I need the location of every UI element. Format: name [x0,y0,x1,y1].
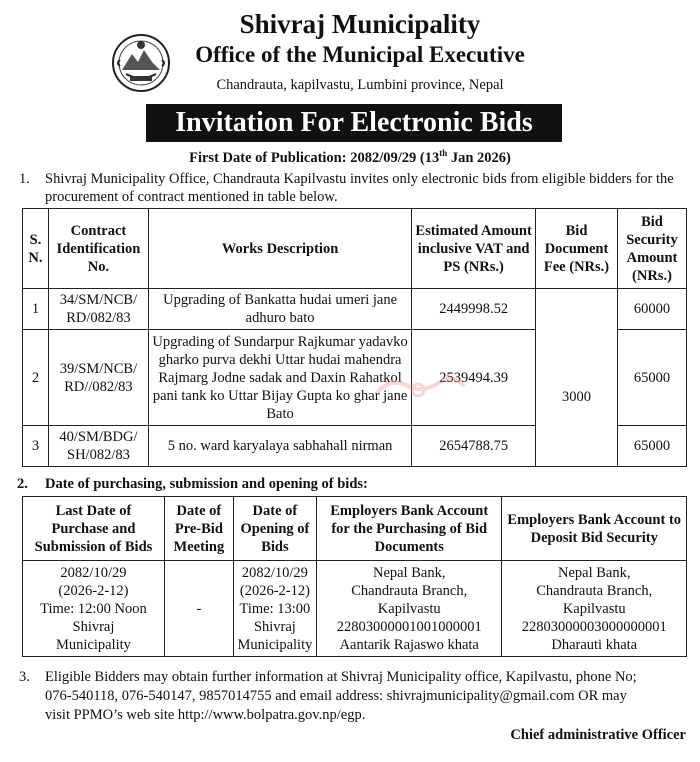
schedule-table-header-row [23,497,687,561]
office-name: Office of the Municipal Executive [195,42,525,67]
cell-purchase-account [316,561,502,657]
publication-date [0,148,700,167]
deposit-account-line: Kapilvastu [562,600,626,617]
bid-document-fee-common: 3000 [536,289,618,467]
paragraph-1-line-2: procurement of contract mentioned in table below. [45,189,338,205]
header-contract-id: Contract Identification No. [48,209,148,289]
opening-date-line: (2026-2-12) [239,582,310,599]
office-address: Chandrauta, kapilvastu, Lumbini province, Nepal [216,77,504,93]
notice-title-banner: Invitation For Electronic Bids [146,104,562,142]
purchase-account-line: Nepal Bank, [372,564,446,581]
cell-deposit-account [502,561,687,657]
header-estimated-amount: Estimated Amount inclusive VAT and PS (NRs.) [412,209,536,289]
row-works-description: 5 no. ward karyalaya sabhahall nirman [148,426,411,467]
row-sn: 3 [23,426,49,467]
deposit-account-line: Dharauti khata [551,636,638,653]
opening-date-line: Time: 13:00 [239,600,311,617]
publication-date-prefix: First Date of Publication: 2082/09/29 (13 [189,149,440,166]
purchase-account-line: Aantarik Rajaswo khata [339,636,479,653]
paragraph-3 [19,668,689,724]
header-bid-document-fee: Bid Document Fee (NRs.) [536,209,618,289]
nepal-government-emblem-icon [110,32,172,94]
publication-date-suffix: Jan 2026) [447,149,511,166]
opening-date-line: Shivraj [253,618,296,635]
row-contract-id: 34/SM/NCB/ RD/082/83 [48,289,148,330]
signatory-title: Chief administrative Officer [510,727,686,743]
row-bid-security: 65000 [617,426,686,467]
row-contract-id: 39/SM/NCB/ RD//082/83 [48,330,148,426]
deposit-account-line: Nepal Bank, [557,564,631,581]
row-contract-id: 40/SM/BDG/ SH/082/83 [48,426,148,467]
header-purchase-account: Employers Bank Account for the Purchasing of Bid Documents [316,497,502,561]
section-2-title: Date of purchasing, submission and opening of bids: [45,476,368,492]
header-last-date: Last Date of Purchase and Submission of Bids [23,497,165,561]
municipality-name: Shivraj Municipality [239,9,481,39]
header-works-description: Works Description [148,209,411,289]
opening-date-line: Municipality [237,636,313,653]
paragraph-3-line-2: 076-540118, 076-540147, 9857014755 and email address: shivrajmunicipality@gmail.com OR may [45,688,627,704]
deposit-account-line: Chandrauta Branch, [536,582,653,599]
publication-date-sup: th [439,148,448,158]
row-estimated-amount: 2449998.52 [412,289,536,330]
paragraph-1-number: 1. [19,171,30,187]
row-bid-security: 65000 [617,330,686,426]
paragraph-3-line-1: Eligible Bidders may obtain further information at Shivraj Municipality office, Kapilvastu, phone No; [45,669,637,685]
table-row [23,289,687,330]
cell-last-date [23,561,165,657]
newspaper-watermark-logo [370,372,470,404]
deposit-account-line: 22803000003000000001 [521,618,667,635]
header-deposit-account: Employers Bank Account to Deposit Bid Security [502,497,687,561]
header-opening-date: Date of Opening of Bids [233,497,316,561]
cell-prebid-meeting: - [164,561,233,657]
header-bid-security-amount: Bid Security Amount (NRs.) [617,209,686,289]
row-estimated-amount: 2654788.75 [412,426,536,467]
purchase-account-line: 22803000001001000001 [336,618,482,635]
cell-opening-date [233,561,316,657]
schedule-table [22,496,687,657]
row-bid-security: 60000 [617,289,686,330]
paragraph-1 [19,170,689,206]
header-sn: S. N. [23,209,49,289]
letterhead [0,0,700,108]
last-date-line: Shivraj [72,618,115,635]
paragraph-3-line-3: visit PPMO’s web site http://www.bolpatra.gov.np/egp. [45,707,366,723]
paragraph-3-number: 3. [19,669,30,685]
contracts-table [22,208,687,467]
row-estimated-amount: 2539494.39 [412,330,536,426]
purchase-account-line: Chandrauta Branch, [351,582,468,599]
last-date-line: (2026-2-12) [58,582,129,599]
header-prebid-meeting: Date of Pre-Bid Meeting [164,497,233,561]
paragraph-1-line-1: Shivraj Municipality Office, Chandrauta Kapilvastu invites only electronic bids from eligible bidders for the [45,171,674,187]
last-date-line: Time: 12:00 Noon [40,600,147,617]
row-sn: 1 [23,289,49,330]
last-date-line: 2082/10/29 [60,564,127,581]
section-2-number: 2. [17,476,28,492]
row-sn: 2 [23,330,49,426]
row-works-description: Upgrading of Sundarpur Rajkumar yadavko gharko purva dekhi Uttar hudai mahendra Rajmarg Jodne sadak and Daxin Rahatkol pani tank ko Uttar Bijay Gupta ko ghar jane Bato [148,330,411,426]
purchase-account-line: Kapilvastu [377,600,441,617]
row-works-description: Upgrading of Bankatta hudai umeri jane adhuro bato [148,289,411,330]
last-date-line: Municipality [56,636,131,653]
opening-date-line: 2082/10/29 [241,564,308,581]
contracts-table-header-row [23,209,687,289]
table-row [23,561,687,657]
